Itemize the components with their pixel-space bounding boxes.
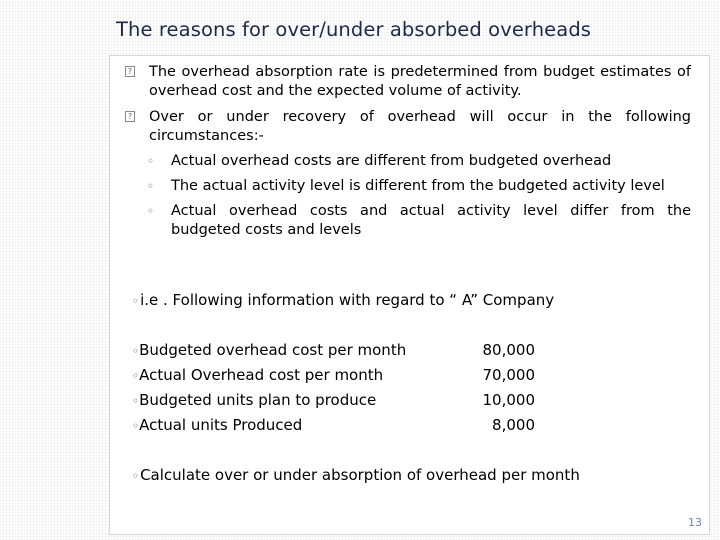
question-line [132,466,580,484]
bullet-item [125,63,691,101]
table-row-label: ◦Budgeted units plan to produce [132,391,377,409]
bullet-list [125,63,691,246]
table-row-label: ◦Actual units Produced [132,416,303,434]
ring-bullet-icon: ◦ [147,204,155,218]
ring-bullet-icon: ◦ [132,294,140,308]
bullet-item [125,108,691,240]
table-row-value: 10,000 [482,391,535,409]
question-text: Calculate over or under absorption of overhead per month [140,466,580,484]
sub-bullet-text: Actual overhead costs are different from budgeted overhead [171,153,612,169]
checkbox-bullet-icon: ? [125,66,135,77]
table-row-value: 8,000 [492,416,535,434]
table-row-value: 80,000 [482,341,535,359]
sub-bullet-list [125,152,691,240]
ring-bullet-icon: ◦ [132,469,140,483]
sub-bullet-item [147,152,691,171]
sub-bullet-text: Actual overhead costs and actual activity level differ from the budgeted costs and levels [171,203,691,238]
page-number: 13 [688,516,702,529]
ring-bullet-icon: ◦ [147,179,155,193]
table-row-value: 70,000 [482,366,535,384]
checkbox-bullet-icon: ? [125,111,135,122]
slide-title: The reasons for over/under absorbed overheads [116,18,592,41]
sub-bullet-item [147,177,691,196]
sub-bullet-item [147,202,691,240]
sub-bullet-text: The actual activity level is different from the budgeted activity level [171,178,665,194]
bullet-text: Over or under recovery of overhead will occur in the following circumstances:- [149,109,691,144]
ring-bullet-icon: ◦ [147,154,155,168]
bullet-text: The overhead absorption rate is predetermined from budget estimates of overhead cost and the expected volume of activity. [149,64,691,99]
table-row-label: ◦Budgeted overhead cost per month [132,341,407,359]
example-intro-text: i.e . Following information with regard to “ A” Company [140,291,555,309]
example-intro-line [132,291,554,309]
table-row-label: ◦Actual Overhead cost per month [132,366,384,384]
